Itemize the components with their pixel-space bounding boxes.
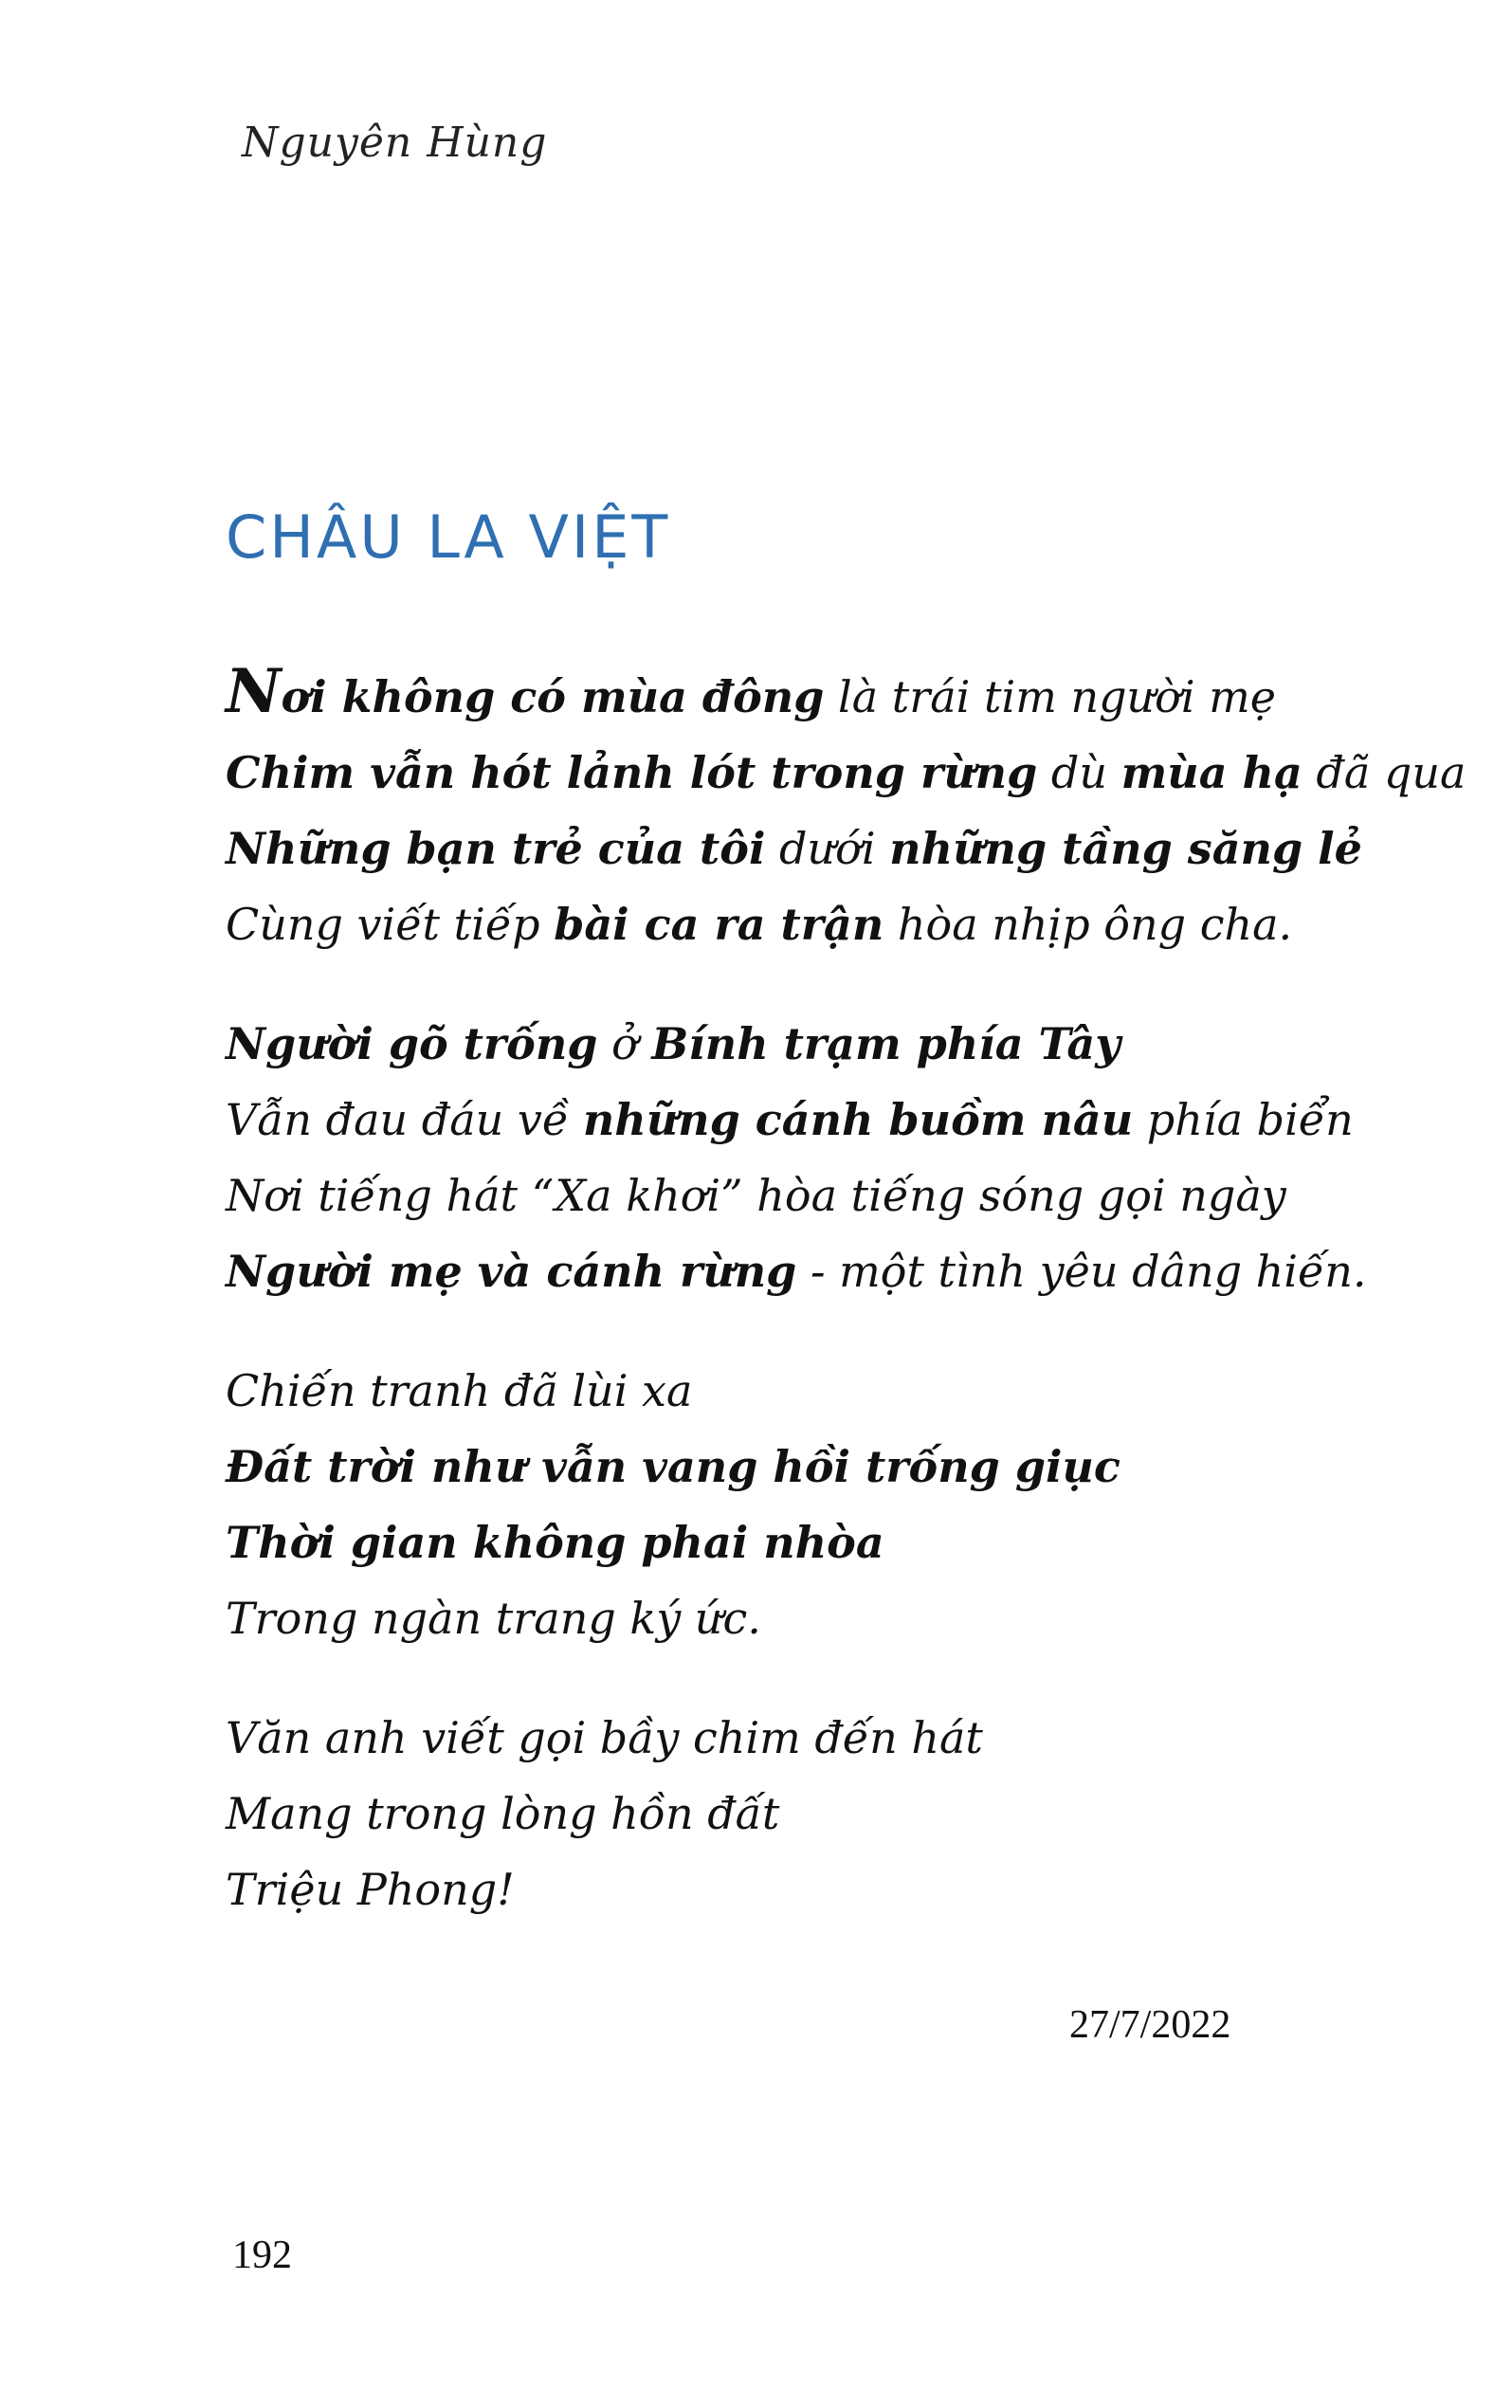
poem-title: CHÂU LA VIỆT <box>226 502 671 572</box>
drop-cap: N <box>226 656 282 727</box>
bold-phrase: Chim vẫn hót lảnh lót trong rừng <box>226 747 1038 798</box>
poem-line <box>226 654 1363 735</box>
poem-line: Triệu Phong! <box>226 1864 515 1915</box>
poem-line <box>226 1233 1367 1309</box>
line-text: dù <box>1037 747 1121 798</box>
bold-phrase: những tầng săng lẻ <box>889 823 1362 874</box>
bold-phrase: Những bạn trẻ của tôi <box>226 823 766 874</box>
bold-phrase: Bính trạm phía Tây <box>651 1018 1120 1069</box>
stanza-2 <box>226 1006 1367 1309</box>
poem-line: Thời gian không phai nhòa <box>226 1517 884 1568</box>
line-text: - một tình yêu dâng hiến. <box>796 1246 1367 1297</box>
line-text: ở <box>597 1018 652 1069</box>
line-text: Cùng viết tiếp <box>226 899 555 950</box>
poem-line <box>226 735 1466 811</box>
bold-phrase: bài ca ra trận <box>554 899 884 950</box>
line-text: Vẫn đau đáu về <box>226 1094 583 1145</box>
poem-line: Chiến tranh đã lùi xa <box>226 1365 693 1416</box>
poem-line <box>226 811 1363 886</box>
line-text: phía biển <box>1133 1094 1354 1145</box>
poem-line <box>226 1082 1363 1158</box>
bold-phrase: ơi không có mùa đông <box>281 671 825 722</box>
line-text: là trái tim người mẹ <box>824 671 1277 722</box>
line-text: hòa nhịp ông cha. <box>884 899 1293 950</box>
line-text: dưới <box>765 823 890 874</box>
bold-phrase: mùa hạ <box>1120 747 1303 798</box>
poem-line: Đất trời như vẫn vang hồi trống giục <box>226 1441 1120 1492</box>
page-number: 192 <box>232 2234 292 2277</box>
poem-body <box>226 654 1466 1971</box>
poem-line <box>226 1006 1363 1082</box>
poem-date: 27/7/2022 <box>1069 2003 1231 2047</box>
bold-phrase: những cánh buồm nâu <box>582 1094 1134 1145</box>
poem-line: Trong ngàn trang ký ức. <box>226 1593 761 1644</box>
bold-phrase: Người mẹ và cánh rừng <box>226 1246 797 1297</box>
poem-line <box>226 886 1363 962</box>
stanza-3 <box>226 1353 1363 1656</box>
bold-phrase: Người gõ trống <box>226 1018 598 1069</box>
poem-line: Văn anh viết gọi bầy chim đến hát <box>226 1712 983 1763</box>
poem-line: Mang trong lòng hồn đất <box>226 1788 780 1839</box>
running-header-author: Nguyên Hùng <box>242 119 548 167</box>
stanza-4 <box>226 1700 1363 1927</box>
stanza-1 <box>226 654 1466 962</box>
poem-line: Nơi tiếng hát “Xa khơi” hòa tiếng sóng gọi ngày <box>226 1170 1286 1221</box>
line-text: đã qua <box>1302 747 1466 798</box>
